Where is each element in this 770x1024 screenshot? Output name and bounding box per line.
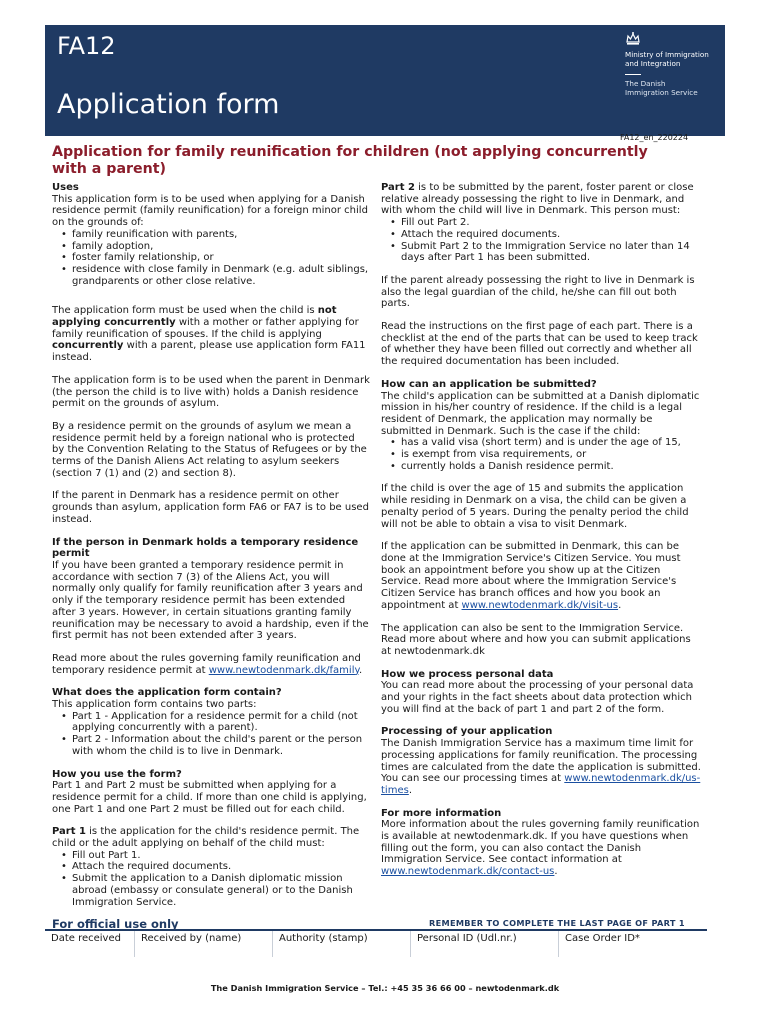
service-name-line2: Immigration Service	[625, 88, 698, 97]
part1-paragraph	[52, 826, 370, 849]
contain-list	[52, 711, 370, 758]
form-code: FA12	[57, 32, 116, 60]
text-span: More information about the rules governing family reunification is available at newtodenmark.dk. If you have questions when filling out the form, you can also contact the Danish Immigration Service. See contact information at	[381, 819, 700, 866]
crown-icon	[625, 31, 641, 47]
personal-id-field[interactable]	[411, 931, 559, 957]
how-use-text: Part 1 and Part 2 must be submitted when applying for a residence permit for a child. If more than one child is applying, one Part 1 and one Part 2 must be filled out for each child.	[52, 780, 367, 815]
form-title: Application form	[57, 89, 280, 120]
text-span: with a parent, please use application form FA11 instead.	[52, 340, 366, 364]
header-banner	[45, 25, 725, 136]
text-span: The Danish Immigration Service has a maximum time limit for processing applications for family reunification. The processing times are calculated from the date the application is submitted. You can see our processing times at	[381, 738, 701, 785]
version-code: FA12_en_220224	[620, 133, 689, 142]
official-use-heading: For official use only	[52, 917, 179, 931]
guardian-paragraph: If the parent already possessing the right to live in Denmark is also the legal guardian of the child, he/she can fill out both parts.	[381, 274, 695, 310]
remember-notice: REMEMBER TO COMPLETE THE LAST PAGE OF PART 1	[429, 918, 685, 928]
field-label: Authority (stamp)	[279, 933, 368, 944]
text-span: is to be submitted by the parent, foster parent or close relative already possessing the right to live in Denmark, and with whom the child will live in Denmark. This person must:	[381, 182, 694, 217]
asylum-definition-paragraph: By a residence permit on the grounds of asylum we mean a residence permit held by a foreign national who is protected by the Convention Relating to the Status of Refugees or by the terms of the Danish Aliens Act relating to asylum seekers (section 7 (1) and (2) and section 8).	[52, 420, 367, 479]
bold-span: Part 2	[381, 182, 415, 193]
family-link[interactable]: www.newtodenmark.dk/family	[208, 664, 359, 676]
official-use-table	[45, 929, 707, 955]
more-info-heading: For more information	[381, 807, 502, 819]
bold-span: concurrently	[52, 340, 124, 352]
list-item: • foster family relationship, or	[61, 252, 370, 264]
read-more-paragraph: Read more about the rules governing family reunification and temporary residence permit at www.newtodenmark.dk/family.	[52, 652, 363, 676]
citizen-service-paragraph: If the application can be submitted in Denmark, this can be done at the Immigration Service's Citizen Service. You must book an appointment before you show up at the Citizen Service. Read more about where the Immigration Service's Citizen Service has branch offices and how you book an appointment at www.newtodenmark.dk/visit-us.	[381, 541, 681, 611]
list-item: • currently holds a Danish residence permit.	[390, 461, 703, 473]
contain-heading: What does the application form contain?	[52, 687, 282, 699]
submit-text: The child's application can be submitted at a Danish diplomatic mission in his/her country of residence. If the child is a legal resident of Denmark, the application may normally be submitted in Denmark. Such is the case if the child:	[381, 390, 700, 437]
personal-data-text: You can read more about the processing of your personal data and your rights in the fact sheets about data protection which you will find at the back of part 1 and part 2 of the form.	[381, 680, 694, 715]
submit-list	[381, 437, 703, 472]
temporary-permit-text: If you have been granted a temporary residence permit in accordance with section 7 (3) of the Aliens Act, you will normally only qualify for family reunification after 3 years and only if the temporary residence permit has been extended after 3 years. However, in certain situations granting family reunification may be necessary to avoid a hardship, even if the first permit has not been extended after 3 years.	[52, 559, 369, 642]
text-span: The application form must be used when the child is	[52, 305, 318, 317]
field-label: Received by (name)	[141, 933, 242, 944]
right-column	[381, 182, 703, 878]
processing-text: The Danish Immigration Service has a maximum time limit for processing applications for family reunification. The processing times are calculated from the date the application is submitted. You can see our processing times at www.newtodenmark.dk/us-times.	[381, 738, 701, 796]
service-name-line1: The Danish	[625, 79, 666, 88]
part1-list	[52, 850, 370, 909]
list-item: • Submit the application to a Danish diplomatic mission abroad (embassy or consulate general) or to the Danish Immigration Service.	[61, 873, 370, 908]
field-label: Personal ID (Udl.nr.)	[417, 933, 517, 944]
ministry-name-line1: Ministry of Immigration	[625, 50, 709, 59]
received-by-field[interactable]	[135, 931, 273, 957]
part2-paragraph	[381, 182, 703, 217]
processing-times-link[interactable]: www.newtodenmark.dk/us-times	[381, 773, 701, 796]
list-item: • Attach the required documents.	[61, 861, 370, 873]
sent-paragraph: The application can also be sent to the Immigration Service. Read more about where and how you can submit applications at newtodenmark.dk	[381, 622, 691, 657]
list-item: • family adoption,	[61, 241, 370, 253]
ministry-logo	[625, 31, 720, 97]
processing-heading: Processing of your application	[381, 726, 553, 738]
text-span: with a mother or father applying for family reunification of spouses. If the child is applying	[52, 317, 359, 340]
temporary-permit-heading: If the person in Denmark holds a temporary residence permit	[52, 536, 359, 560]
list-item: • residence with close family in Denmark (e.g. adult siblings, grandparents or other close relative.	[61, 264, 370, 287]
concurrent-paragraph	[52, 305, 370, 364]
uses-intro: This application form is to be used when applying for a Danish residence permit (family reunification) for a foreign minor child on the grounds of:	[52, 193, 368, 229]
bold-span: not applying concurrently	[52, 305, 337, 329]
text-span: is the application for the child's residence permit. The child or the adult applying on behalf of the child must:	[52, 826, 360, 850]
part2-list	[381, 217, 703, 264]
other-grounds-paragraph: If the parent in Denmark has a residence permit on other grounds than asylum, application form FA6 or FA7 is to be used instead.	[52, 490, 369, 525]
list-item: • Part 2 - Information about the child's parent or the person with whom the child is to live in Denmark.	[61, 734, 370, 757]
list-item: • is exempt from visa requirements, or	[390, 449, 703, 461]
text-span: Read more about the rules governing family reunification and temporary residence permit at	[52, 652, 361, 676]
submit-heading: How can an application be submitted?	[381, 378, 597, 390]
visit-us-link[interactable]: www.newtodenmark.dk/visit-us	[461, 599, 619, 611]
text-span: If the application can be submitted in Denmark, this can be done at the Immigration Service's Citizen Service. You must book an appointment before you show up at the Citizen Service. Read more about where the Immigration Service's Citizen Service has branch offices and how you book an appointment at	[381, 541, 681, 611]
uses-list	[52, 229, 370, 288]
uses-heading: Uses	[52, 182, 79, 193]
page-title: Application for family reunification for children (not applying concurrently with a parent)	[52, 144, 648, 177]
personal-data-heading: How we process personal data	[381, 668, 554, 680]
page-footer: The Danish Immigration Service – Tel.: +45 35 36 66 00 – newtodenmark.dk	[210, 983, 560, 993]
left-column	[52, 182, 370, 908]
list-item: • Attach the required documents.	[390, 229, 703, 241]
field-label: Date received	[51, 933, 121, 944]
date-received-field[interactable]	[45, 931, 135, 957]
list-item: • has a valid visa (short term) and is under the age of 15,	[390, 437, 703, 449]
logo-divider	[625, 74, 641, 75]
list-item: • Fill out Part 1.	[61, 850, 370, 862]
more-info-text: More information about the rules governing family reunification is available at newtodenmark.dk. If you have questions when filling out the form, you can also contact the Danish Immigration Service. See contact information at www.newtodenmark.dk/contact-us.	[381, 819, 700, 878]
over15-paragraph: If the child is over the age of 15 and submits the application while residing in Denmark on a visa, the child can be given a penalty period of 5 years. During the penalty period the child will not be able to obtain a visa to visit Denmark.	[381, 483, 689, 530]
ministry-name-line2: and Integration	[625, 59, 681, 68]
instructions-paragraph: Read the instructions on the first page of each part. There is a checklist at the end of the parts that can be used to keep track of whether they have been filled out correctly and whether all the required documentation has been included.	[381, 321, 698, 368]
list-item: • Submit Part 2 to the Immigration Service no later than 14 days after Part 1 has been submitted.	[390, 241, 703, 264]
contact-us-link[interactable]: www.newtodenmark.dk/contact-us	[381, 866, 555, 878]
asylum-paragraph: The application form is to be used when the parent in Denmark (the person the child is to live with) holds a Danish residence permit on the grounds of asylum.	[52, 374, 370, 410]
how-use-heading: How you use the form?	[52, 768, 182, 780]
list-item: • Part 1 - Application for a residence permit for a child (not applying concurrently with a parent).	[61, 711, 370, 734]
bold-span: Part 1	[52, 826, 86, 838]
field-label: Case Order ID*	[565, 933, 640, 944]
case-order-id-field[interactable]	[559, 931, 707, 957]
contain-intro: This application form contains two parts:	[52, 699, 257, 711]
authority-stamp-field[interactable]	[273, 931, 411, 957]
list-item: • Fill out Part 2.	[390, 217, 703, 229]
list-item: • family reunification with parents,	[61, 229, 370, 241]
